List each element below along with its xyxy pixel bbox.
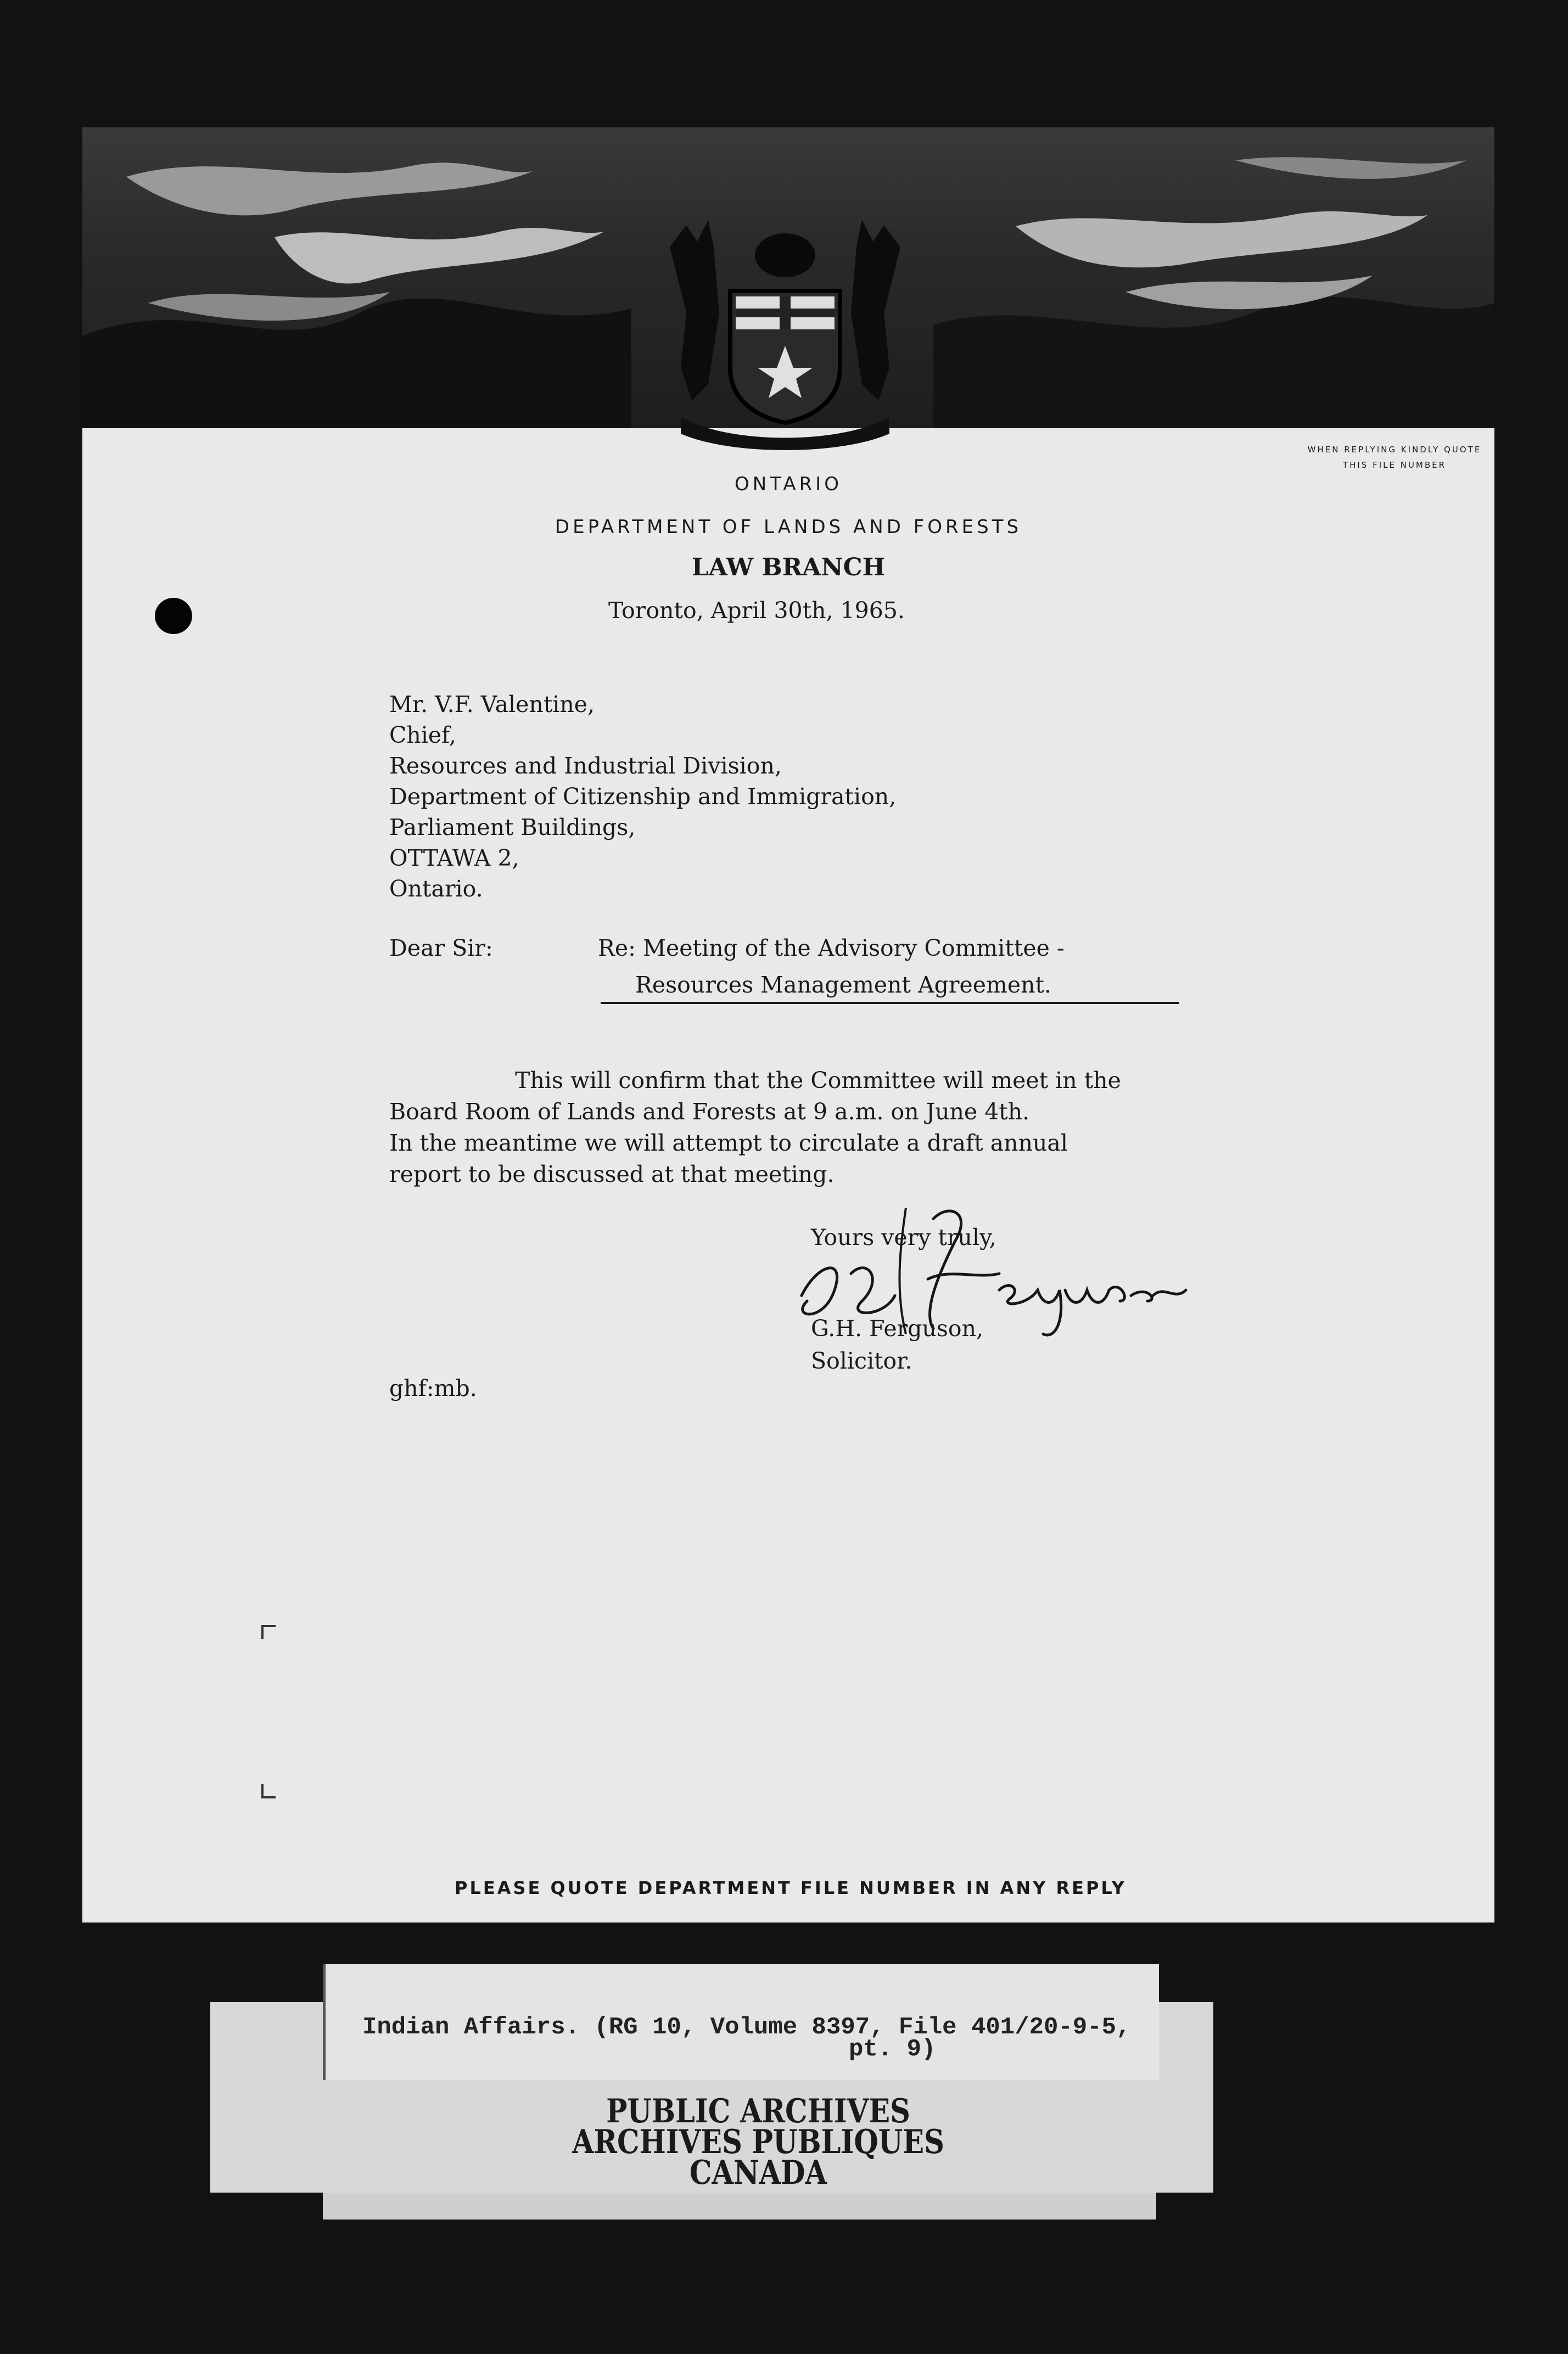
address-line: Department of Citizenship and Immigration, <box>389 783 897 810</box>
closing: Yours very truly, <box>811 1224 996 1251</box>
letter-footer: PLEASE QUOTE DEPARTMENT FILE NUMBER IN ANY REPLY <box>455 1877 1127 1898</box>
letterhead-department: DEPARTMENT OF LANDS AND FORESTS <box>555 516 1022 538</box>
punch-hole <box>155 598 192 634</box>
reply-note-line1: WHEN REPLYING KINDLY QUOTE <box>1307 445 1482 455</box>
letter-body <box>389 1065 1121 1190</box>
stamp-line: CANADA <box>689 2154 827 2192</box>
signer-title: Solicitor. <box>811 1348 912 1374</box>
ontario-coat-of-arms <box>648 203 922 456</box>
stamp-line: PUBLIC ARCHIVES <box>606 2092 910 2131</box>
citation-line1: Indian Affairs. (RG 10, Volume 8397, File 401/20-9-5, <box>362 2014 1131 2041</box>
address-line: Ontario. <box>389 876 483 902</box>
body-line: report to be discussed at that meeting. <box>389 1161 835 1187</box>
subject-underline <box>601 1002 1179 1004</box>
subject-line2: Resources Management Agreement. <box>635 972 1052 998</box>
address-line: Parliament Buildings, <box>389 814 636 840</box>
address-line: OTTAWA 2, <box>389 845 519 871</box>
subject-line1: Re: Meeting of the Advisory Committee - <box>598 935 1065 961</box>
reply-note-line2: THIS FILE NUMBER <box>1342 460 1447 470</box>
archives-stamp <box>572 2092 944 2192</box>
corner-mark <box>261 1625 276 1639</box>
letter-date: Toronto, April 30th, 1965. <box>608 597 905 624</box>
stamp-line: ARCHIVES PUBLIQUES <box>572 2123 944 2161</box>
archive-card-strip <box>323 2193 1156 2220</box>
corner-mark <box>261 1784 276 1798</box>
address-line: Chief, <box>389 722 456 748</box>
letterhead-branch: LAW BRANCH <box>691 553 886 581</box>
address-line: Resources and Industrial Division, <box>389 753 782 779</box>
recipient-address <box>389 689 896 904</box>
body-line: This will confirm that the Committee will meet in the <box>515 1067 1121 1094</box>
address-line: Mr. V.F. Valentine, <box>389 691 595 718</box>
body-line: In the meantime we will attempt to circulate a draft annual <box>389 1130 1068 1156</box>
signer-name: G.H. Ferguson, <box>811 1315 984 1342</box>
body-line: Board Room of Lands and Forests at 9 a.m. on June 4th. <box>389 1098 1030 1125</box>
citation-line2: pt. 9) <box>849 2036 936 2063</box>
reference-initials: ghf:mb. <box>389 1375 477 1402</box>
letterhead-province: ONTARIO <box>735 473 842 495</box>
salutation: Dear Sir: <box>389 935 493 961</box>
